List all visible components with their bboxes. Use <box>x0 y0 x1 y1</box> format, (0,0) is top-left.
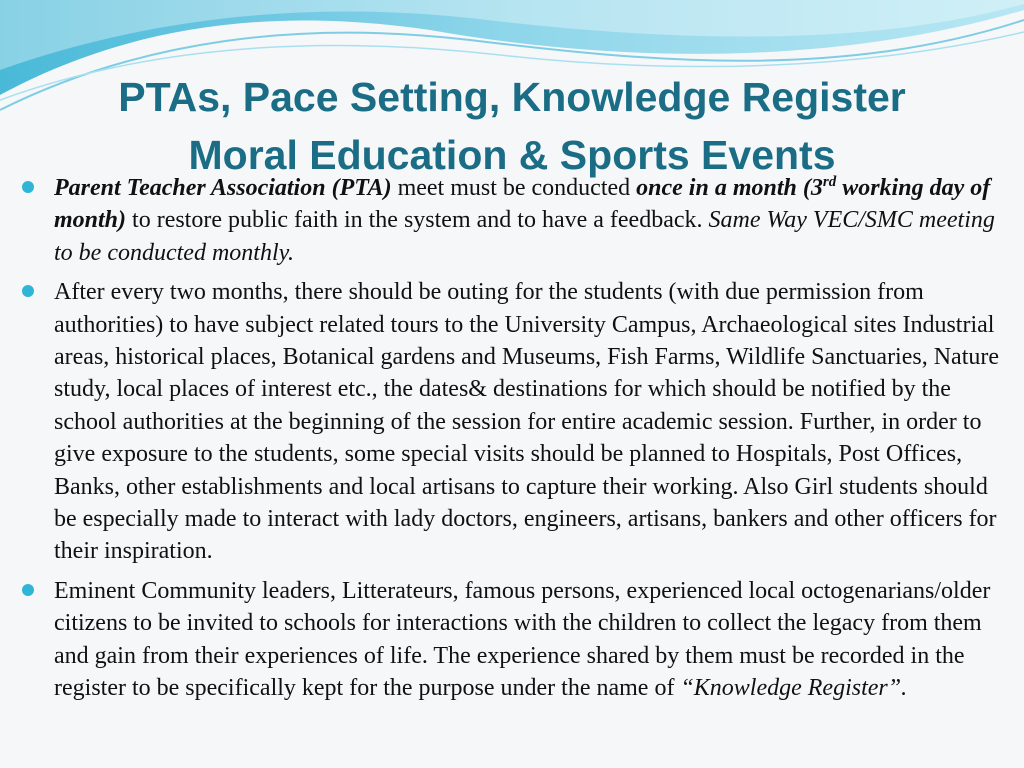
bullet-dot-icon <box>22 285 34 297</box>
title-line-1: PTAs, Pace Setting, Knowledge Register <box>118 74 906 120</box>
outings-text: After every two months, there should be outing for the students (with due permission from authorities) to have subject related tours to the University Campus, Archaeological sites Industrial areas, historical places, Botanical gardens and Museums, Fish Farms, Wildlife Sanctuaries, Nature study, local places of interest etc., the dates& destinations for which should be notified by the school authorities at the beginning of the session for entire academic session. Further, in order to give exposure to the students, some special visits should be planned to Hospitals, Post Offices, Banks, other establishments and local artisans to capture their working. Also Girl students should be especially made to interact with lady doctors, engineers, artisans, bankers and other officers for their inspiration. <box>54 279 1000 565</box>
knowledge-register-text: Eminent Community leaders, Litterateurs, famous persons, experienced local octogenarians/older citizens to be invited to schools for interactions with the children to collect the legacy from them and gain from their experiences of life. The experience shared by them must be recorded in the register to be specifically kept for the purpose under the name of <box>54 577 991 702</box>
title-line-2: Moral Education & Sports Events <box>188 132 836 178</box>
ordinal-superscript: rd <box>822 174 837 190</box>
knowledge-register-name: “Knowledge Register”. <box>680 675 908 702</box>
slide-title <box>0 68 1024 184</box>
bullet-dot-icon <box>22 181 34 193</box>
vec-smc-note: Same Way VEC/SMC meeting to be conducted monthly. <box>54 207 995 266</box>
frequency-emphasis: once in a month <box>636 175 797 201</box>
text-run: to restore public faith in the system and to have a feedback. <box>126 207 709 234</box>
bullet-list <box>22 172 1010 712</box>
bullet-dot-icon <box>22 584 34 596</box>
bullet-knowledge-register <box>22 575 1010 705</box>
text-run: meet must be conducted <box>391 175 637 201</box>
day-emphasis-rest: working day of month) <box>54 175 991 234</box>
bullet-outings <box>22 276 1010 568</box>
pta-heading: Parent Teacher Association (PTA) <box>54 175 392 201</box>
day-emphasis: (3 <box>802 175 823 201</box>
bullet-pta-meetings <box>22 172 1010 269</box>
